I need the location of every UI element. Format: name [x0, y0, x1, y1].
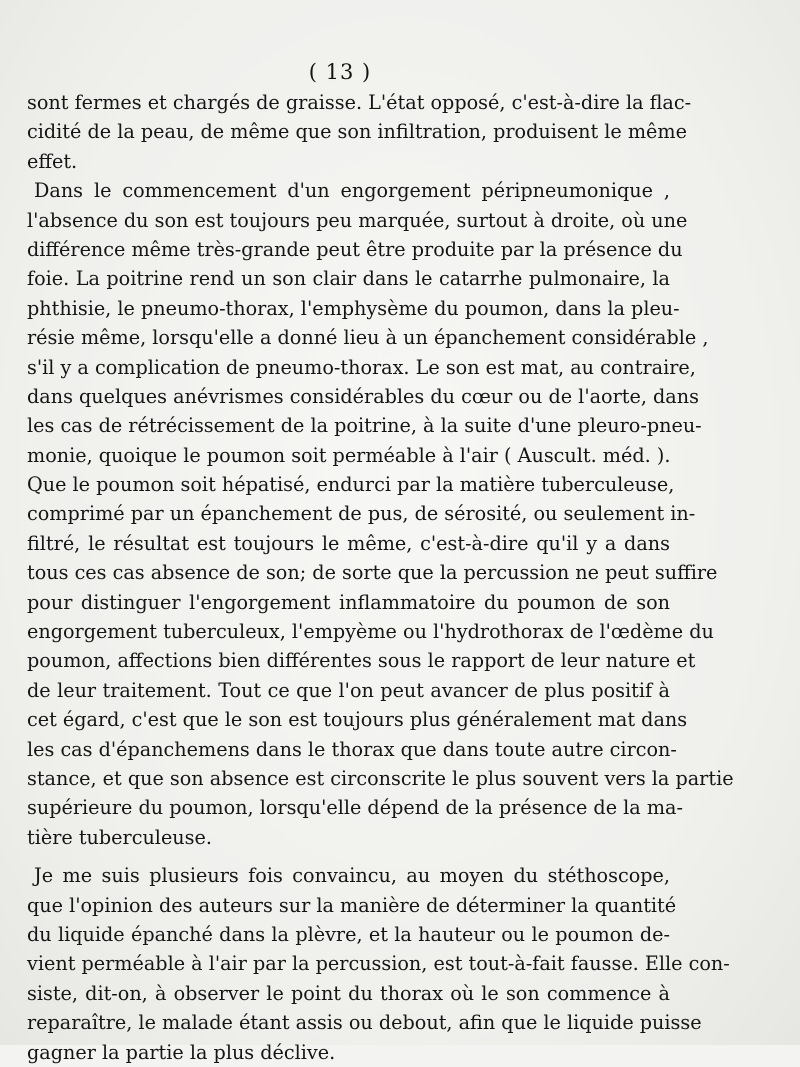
text-line: Dans le commencement d'un engorgement péripneumonique , — [34, 179, 670, 203]
text-line: supérieure du poumon, lorsqu'elle dépend de la présence de la ma- — [27, 796, 683, 820]
text-line: dans quelques anévrismes considérables du cœur ou de l'aorte, dans — [27, 384, 699, 408]
text-line: stance, et que son absence est circonscrite le plus souvent vers la partie — [27, 766, 734, 790]
text-line: du liquide épanché dans la plèvre, et la hauteur ou le poumon de- — [27, 922, 670, 946]
text-line: reparaître, le malade étant assis ou debout, afin que le liquide puisse — [27, 1011, 702, 1035]
text-line: siste, dit-on, à observer le point du thorax où le son commence à — [27, 981, 670, 1005]
text-line: comprimé par un épanchement de pus, de sérosité, ou seulement in- — [27, 502, 696, 526]
text-line: engorgement tuberculeux, l'empyème ou l'hydrothorax de l'œdème du — [27, 620, 714, 644]
text-line: poumon, affections bien différentes sous le rapport de leur nature et — [27, 649, 696, 673]
text-line: phthisie, le pneumo-thorax, l'emphysème du poumon, dans la pleu- — [27, 296, 680, 320]
text-line: que l'opinion des auteurs sur la manière de déterminer la quantité — [27, 893, 677, 917]
paragraph — [27, 861, 730, 1067]
text-line: tière tuberculeuse. — [27, 825, 212, 849]
text-line: cet égard, c'est que le son est toujours plus généralement mat dans — [27, 708, 688, 732]
body-text — [27, 88, 734, 1067]
text-line: les cas d'épanchemens dans le thorax que dans toute autre circon- — [27, 737, 677, 761]
text-line: filtré, le résultat est toujours le même, c'est-à-dire qu'il y a dans — [27, 531, 670, 555]
text-line: différence même très-grande peut être produite par la présence du — [27, 237, 683, 261]
paragraph — [27, 88, 692, 176]
text-line: de leur traitement. Tout ce que l'on peut avancer de plus positif à — [27, 678, 670, 702]
text-line: pour distinguer l'engorgement inflammatoire du poumon de son — [27, 590, 670, 614]
text-line: vient perméable à l'air par la percussion, est tout-à-fait fausse. Elle con- — [27, 952, 730, 976]
text-line: tous ces cas absence de son; de sorte que la percussion ne peut suffire — [27, 561, 718, 585]
paragraph — [27, 176, 734, 852]
paragraph-gap — [27, 852, 670, 861]
text-line: gagner la partie la plus déclive. — [27, 1040, 336, 1064]
text-line: Je me suis plusieurs fois convaincu, au moyen du stéthoscope, — [34, 864, 670, 888]
text-line: foie. La poitrine rend un son clair dans le catarrhe pulmonaire, la — [27, 267, 670, 291]
text-line: monie, quoique le poumon soit perméable à l'air ( Auscult. méd. ). — [27, 443, 671, 467]
text-line: Que le poumon soit hépatisé, endurci par la matière tuberculeuse, — [27, 473, 675, 497]
text-line: cidité de la peau, de même que son infiltration, produisent le même — [27, 120, 687, 144]
text-line: sont fermes et chargés de graisse. L'état opposé, c'est-à-dire la flac- — [27, 91, 692, 114]
text-line: s'il y a complication de pneumo-thorax. Le son est mat, au contraire, — [27, 355, 696, 379]
text-line: l'absence du son est toujours peu marquée, surtout à droite, où une — [27, 208, 688, 232]
text-line: résie même, lorsqu'elle a donné lieu à un épanchement considérable , — [27, 326, 709, 350]
page-number: ( 13 ) — [308, 60, 372, 84]
text-line: les cas de rétrécissement de la poitrine, à la suite d'une pleuro-pneu- — [27, 414, 702, 438]
text-line: effet. — [27, 149, 78, 173]
